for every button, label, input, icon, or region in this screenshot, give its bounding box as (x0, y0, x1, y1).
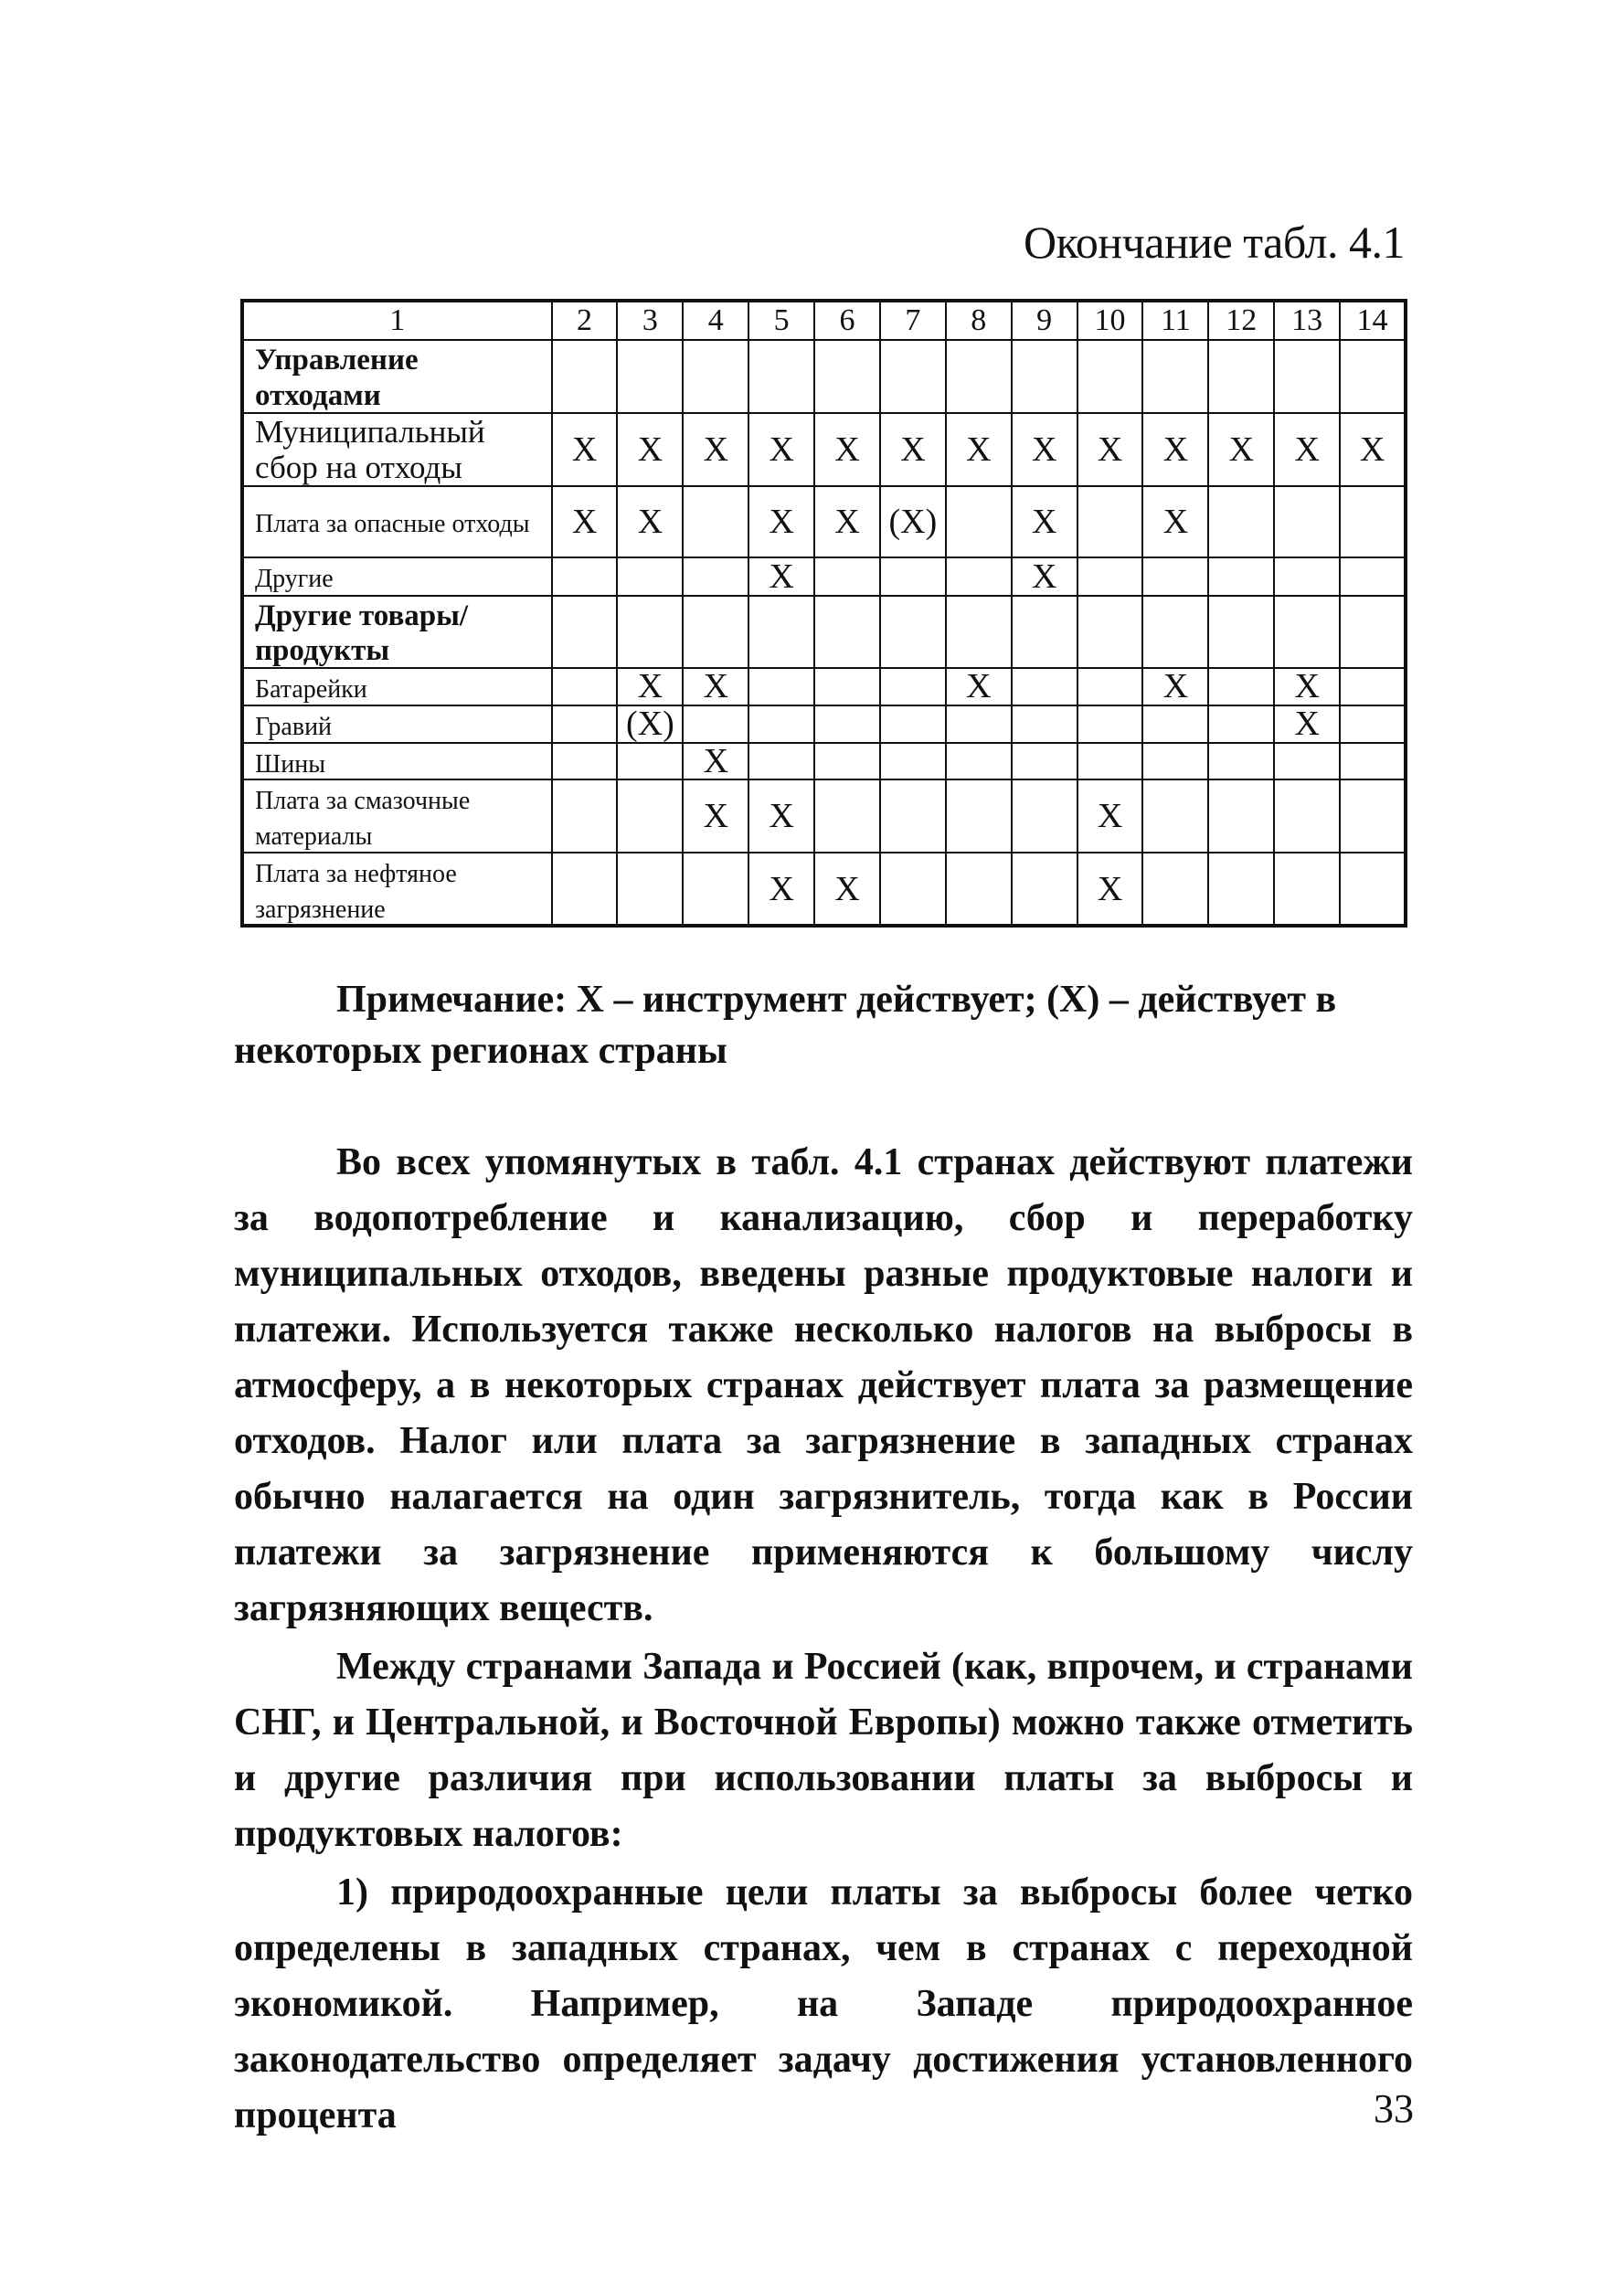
table-cell: X (748, 486, 814, 557)
table-cell: X (814, 853, 880, 927)
row-label-text: Другие (255, 565, 334, 594)
table-cell (1012, 779, 1077, 853)
table-cell: (X) (880, 486, 946, 557)
column-header: 3 (617, 301, 683, 340)
table-cell (617, 853, 683, 927)
table-cell (814, 743, 880, 780)
table-cell (1274, 340, 1340, 413)
table-cell: X (748, 853, 814, 927)
table-cell (617, 557, 683, 596)
body-text (234, 1135, 1413, 2144)
table-cell (1340, 743, 1406, 780)
table-cell (1274, 779, 1340, 853)
table-cell: X (1274, 413, 1340, 486)
table-cell (880, 668, 946, 705)
table-cell (880, 557, 946, 596)
row-label (242, 705, 552, 743)
table-cell: X (946, 668, 1012, 705)
table-cell (1142, 557, 1208, 596)
column-header: 13 (1274, 301, 1340, 340)
table-cell: X (617, 413, 683, 486)
note-text: X – инструмент действует; (X) – действует в некоторых регионах страны (234, 979, 1337, 1072)
row-label-text: Плата за смазочные материалы (255, 787, 471, 851)
table-header-row (242, 301, 1406, 340)
table-cell (1274, 557, 1340, 596)
row-label-text: Другие товары/продукты (255, 599, 469, 668)
table-row (242, 705, 1406, 743)
row-label (242, 853, 552, 927)
column-header: 14 (1340, 301, 1406, 340)
table-cell (880, 779, 946, 853)
table-cell (683, 705, 748, 743)
row-label (242, 413, 552, 486)
table-cell (552, 779, 618, 853)
table-cell (748, 705, 814, 743)
column-header: 10 (1077, 301, 1143, 340)
table-cell (1340, 705, 1406, 743)
table-cell: X (748, 413, 814, 486)
table-cell (814, 340, 880, 413)
table-cell (1208, 486, 1274, 557)
table-cell (1012, 705, 1077, 743)
table-cell (814, 596, 880, 669)
table-cell (1208, 596, 1274, 669)
column-header: 11 (1142, 301, 1208, 340)
table-cell (1340, 853, 1406, 927)
table-cell: X (1077, 779, 1143, 853)
table-cell (1012, 853, 1077, 927)
table-cell: X (617, 668, 683, 705)
table-cell: X (748, 779, 814, 853)
table-cell (1340, 596, 1406, 669)
table-cell (1208, 779, 1274, 853)
table-cell (1077, 486, 1143, 557)
table-cell (946, 853, 1012, 927)
table-cell (748, 743, 814, 780)
table-cell (552, 557, 618, 596)
table-cell (946, 779, 1012, 853)
table-cell (946, 486, 1012, 557)
table-cell (1208, 340, 1274, 413)
table-cell: X (1274, 705, 1340, 743)
column-header: 12 (1208, 301, 1274, 340)
row-label-text: Управление отходами (255, 344, 419, 412)
table-row (242, 340, 1406, 413)
table-cell (814, 668, 880, 705)
table-row (242, 743, 1406, 780)
table-cell (1142, 596, 1208, 669)
table-cell (1142, 853, 1208, 927)
table-cell (617, 340, 683, 413)
table-cell (946, 557, 1012, 596)
table-cell (1274, 743, 1340, 780)
table-cell (1012, 743, 1077, 780)
table-cell: X (683, 413, 748, 486)
table-cell (552, 743, 618, 780)
table-cell (1340, 779, 1406, 853)
table-cell: X (1012, 557, 1077, 596)
table-cell (1208, 853, 1274, 927)
table-cell (1142, 705, 1208, 743)
table-cell (552, 596, 618, 669)
table-cell (880, 596, 946, 669)
table-cell (946, 340, 1012, 413)
table-cell (1208, 668, 1274, 705)
table-row (242, 779, 1406, 853)
table-cell (1077, 743, 1143, 780)
row-label-text: Шины (255, 749, 326, 779)
column-header: 4 (683, 301, 748, 340)
table-cell (552, 340, 618, 413)
table-cell (552, 668, 618, 705)
table-cell: X (683, 743, 748, 780)
table-cell: (X) (617, 705, 683, 743)
table-cell: X (552, 413, 618, 486)
table-cell (1208, 743, 1274, 780)
table-cell (880, 743, 946, 780)
table-cell (1077, 668, 1143, 705)
row-label-text: Гравий (255, 712, 333, 741)
table-cell (946, 705, 1012, 743)
table-cell (946, 743, 1012, 780)
table-cell (1142, 779, 1208, 853)
table-cell (1077, 557, 1143, 596)
table-cell: X (1077, 413, 1143, 486)
table-row (242, 486, 1406, 557)
table-cell: X (1142, 413, 1208, 486)
table-cell (683, 557, 748, 596)
row-label (242, 486, 552, 557)
table-row (242, 668, 1406, 705)
table-cell (880, 853, 946, 927)
row-label-text: Плата за опасные отходы (255, 510, 530, 539)
table-cell (748, 668, 814, 705)
table-cell: X (617, 486, 683, 557)
table-cell (1012, 596, 1077, 669)
table-cell: X (683, 779, 748, 853)
table-cell: X (1077, 853, 1143, 927)
paragraph: Между странами Запада и Россией (как, впрочем, и странами СНГ, и Центральной, и Восточной Европы) можно также отметить и другие различия при использовании платы за выбросы и продуктовых налогов: (234, 1646, 1413, 1855)
table-cell (1274, 853, 1340, 927)
table-cell: X (1012, 486, 1077, 557)
column-header: 6 (814, 301, 880, 340)
table-cell (1077, 340, 1143, 413)
table-row (242, 853, 1406, 927)
table-cell (880, 705, 946, 743)
table-cell: X (1208, 413, 1274, 486)
table-row (242, 596, 1406, 669)
table-cell (748, 596, 814, 669)
table-cell (1142, 340, 1208, 413)
table-cell (814, 779, 880, 853)
table-cell (683, 340, 748, 413)
table-cell (1274, 596, 1340, 669)
table-row (242, 413, 1406, 486)
row-label (242, 557, 552, 596)
table-cell (1340, 486, 1406, 557)
paragraph: 1) природоохранные цели платы за выбросы более четко определены в западных странах, чем в странах с переходной экономикой. Например, на Западе природоохранное законодательство определяет задачу достижения установленного процента (234, 1871, 1413, 2136)
table-cell (552, 705, 618, 743)
table-cell (1077, 705, 1143, 743)
table-cell: X (814, 486, 880, 557)
note-label: Примечание: (336, 979, 568, 1021)
table-cell (1274, 486, 1340, 557)
table-cell (1077, 596, 1143, 669)
table-cell (1340, 557, 1406, 596)
table-cell (748, 340, 814, 413)
table-cell (617, 596, 683, 669)
column-header: 8 (946, 301, 1012, 340)
row-label-text: Муниципальный сбор на отходы (255, 413, 485, 485)
paragraph: Во всех упомянутых в табл. 4.1 странах действуют платежи за водопотребление и канализацию, сбор и переработку муниципальных отходов, введены разные продуктовые налоги и платежи. Используется также несколько налогов на выбросы в атмосферу, а в некоторых странах действует плата за размещение отходов. Налог или плата за загрязнение в западных странах обычно налагается на один загрязнитель, тогда как в России платежи за загрязнение применяются к большому числу загрязняющих веществ. (234, 1141, 1413, 1629)
table-cell (1012, 340, 1077, 413)
table-cell (1208, 557, 1274, 596)
column-header: 7 (880, 301, 946, 340)
table-cell: X (814, 413, 880, 486)
page-number: 33 (1374, 2086, 1414, 2131)
table-cell (1142, 743, 1208, 780)
table-caption: Окончание табл. 4.1 (1024, 217, 1405, 268)
column-header: 9 (1012, 301, 1077, 340)
table-cell: X (946, 413, 1012, 486)
table-cell (552, 853, 618, 927)
table-cell (814, 705, 880, 743)
row-label (242, 340, 552, 413)
table-cell: X (1340, 413, 1406, 486)
row-label (242, 668, 552, 705)
table-row (242, 557, 1406, 596)
table-cell (683, 486, 748, 557)
column-header: 1 (242, 301, 552, 340)
table-cell: X (1274, 668, 1340, 705)
table-cell (814, 557, 880, 596)
table-cell: X (880, 413, 946, 486)
table-cell (683, 853, 748, 927)
table-cell (617, 779, 683, 853)
table-cell: X (1142, 486, 1208, 557)
row-label-text: Плата за нефтяное загрязнение (255, 859, 457, 924)
table-cell (1208, 705, 1274, 743)
table-cell (1012, 668, 1077, 705)
row-label (242, 779, 552, 853)
table-cell (683, 596, 748, 669)
column-header: 5 (748, 301, 814, 340)
table-cell (1340, 668, 1406, 705)
table-cell: X (683, 668, 748, 705)
table-cell (880, 340, 946, 413)
table-cell (1340, 340, 1406, 413)
table-cell: X (1142, 668, 1208, 705)
table-cell: X (1012, 413, 1077, 486)
column-header: 2 (552, 301, 618, 340)
table-note (234, 974, 1413, 1076)
row-label (242, 596, 552, 669)
row-label (242, 743, 552, 780)
table-cell (946, 596, 1012, 669)
row-label-text: Батарейки (255, 675, 367, 704)
table-cell: X (748, 557, 814, 596)
table-cell: X (552, 486, 618, 557)
instruments-table (240, 299, 1407, 928)
table-cell (617, 743, 683, 780)
